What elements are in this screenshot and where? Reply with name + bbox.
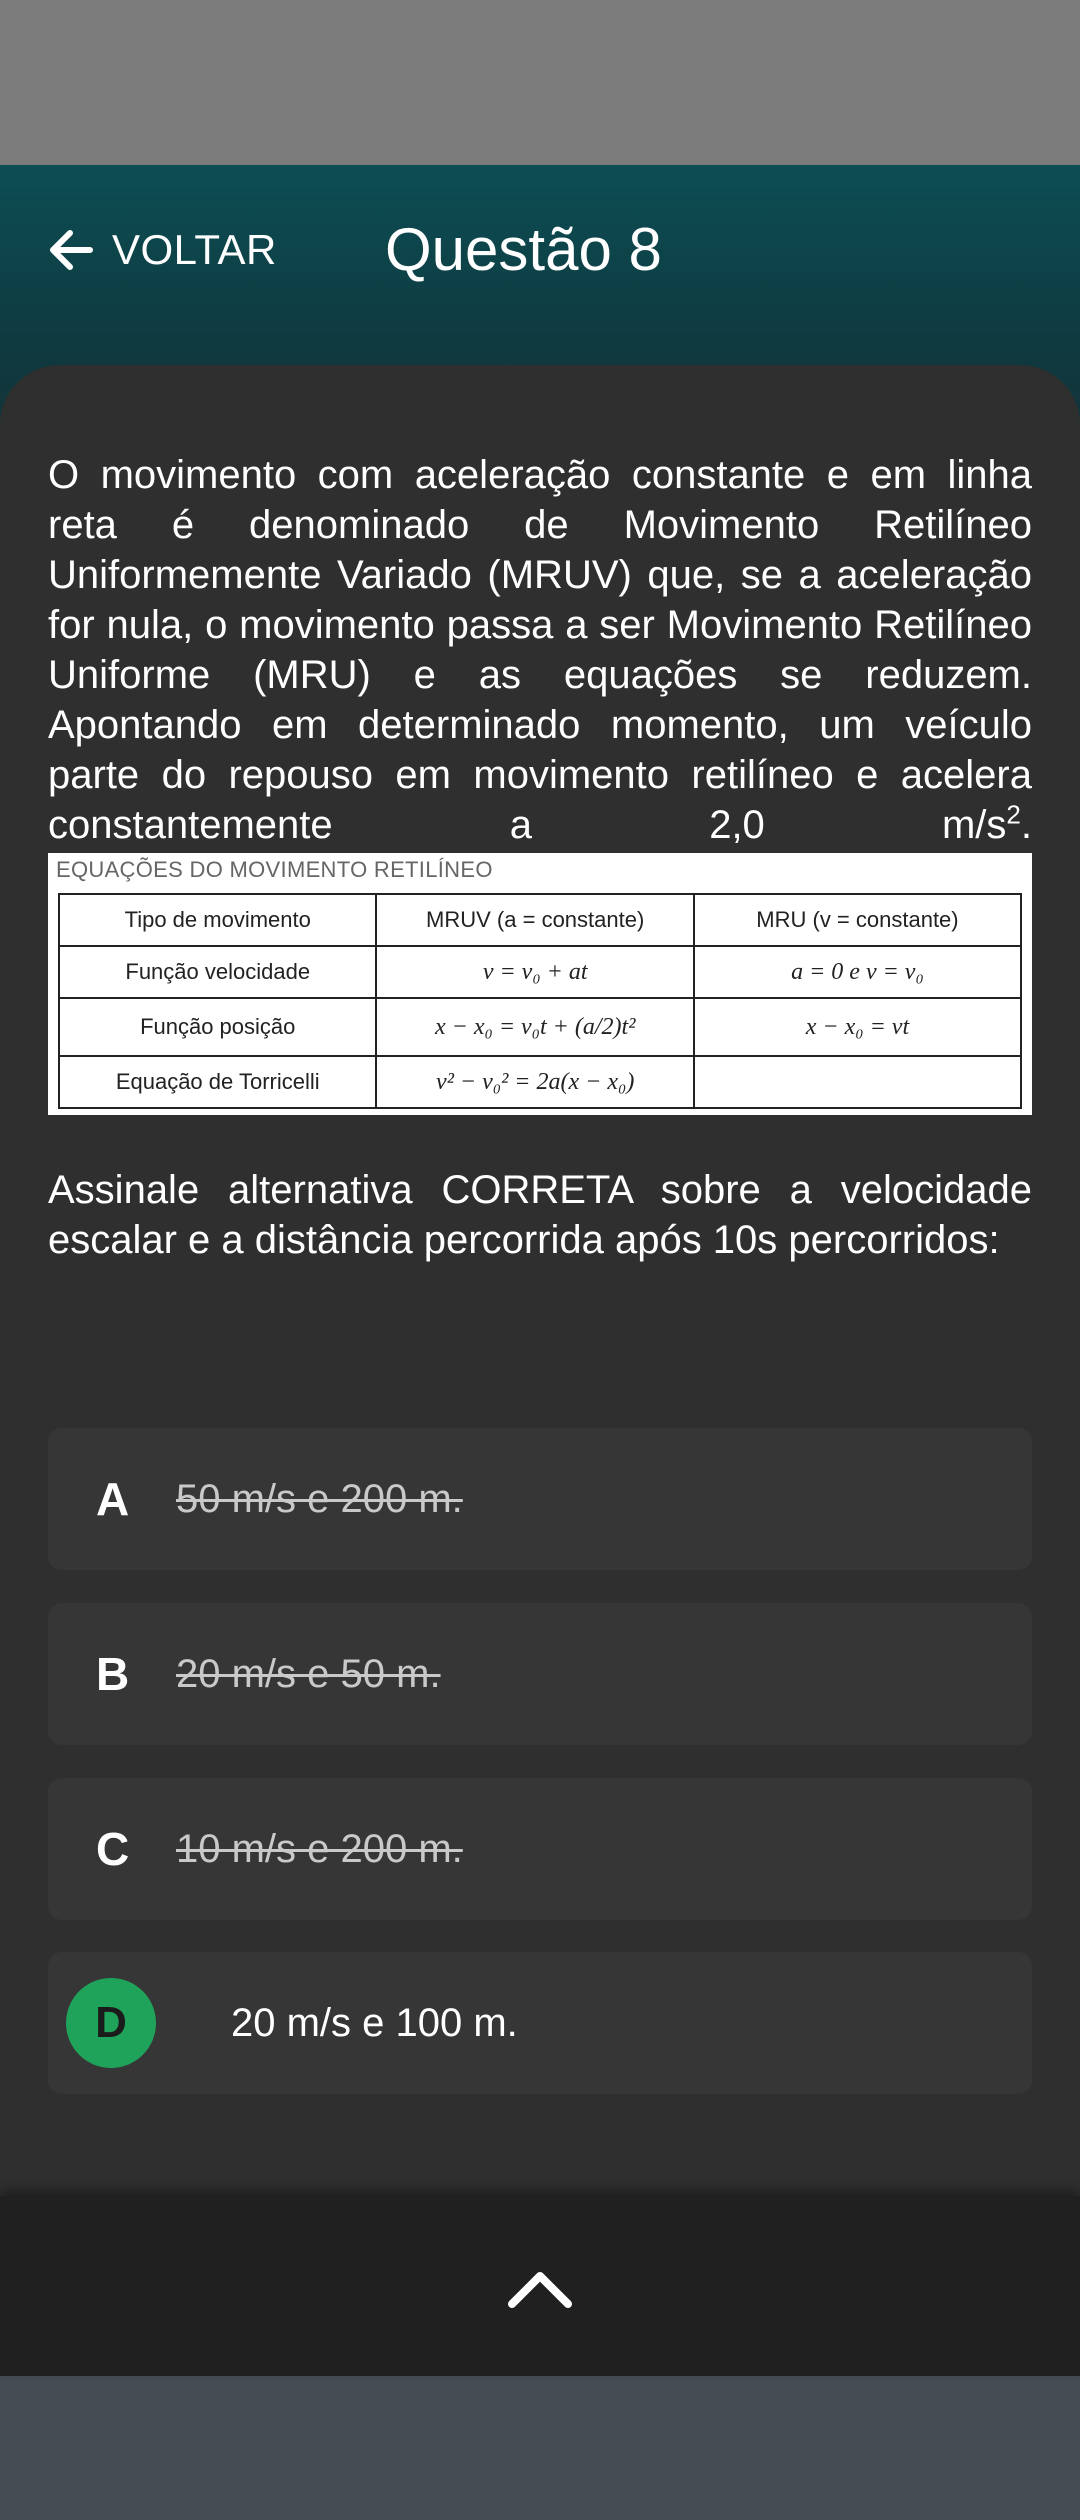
table-cell: a = 0 e v = v₀ <box>694 946 1021 998</box>
option-a[interactable] <box>48 1428 1032 1570</box>
arrow-left-icon <box>44 223 98 277</box>
question-prompt: Assinale alternativa CORRETA sobre a velocidade escalar e a distância percorrida após 10s percorridos: <box>48 1168 1032 1262</box>
question-end-punct: . <box>1020 803 1032 847</box>
table-cell: v = v₀ + at <box>376 946 693 998</box>
option-text: 20 m/s e 100 m. <box>231 2001 518 2045</box>
table-header-row <box>59 894 1021 946</box>
table-row <box>59 946 1021 998</box>
table-row <box>59 1056 1021 1108</box>
chevron-up-icon <box>500 2260 580 2316</box>
table-cell: v² − v₀² = 2a(x − x₀) <box>376 1056 693 1108</box>
table-row <box>59 998 1021 1056</box>
table-cell: Função posição <box>59 998 376 1056</box>
equations-figure <box>48 853 1032 1115</box>
equations-table <box>58 893 1022 1109</box>
option-text: 20 m/s e 50 m. <box>176 1652 441 1696</box>
unit-exponent: 2 <box>1006 799 1021 830</box>
table-cell: Função velocidade <box>59 946 376 998</box>
table-header-cell: Tipo de movimento <box>59 894 376 946</box>
table-cell: x − x₀ = vt <box>694 998 1021 1056</box>
option-letter: B <box>96 1648 130 1700</box>
figure-caption: EQUAÇÕES DO MOVIMENTO RETILÍNEO <box>56 857 493 882</box>
table-header-cell: MRUV (a = constante) <box>376 894 693 946</box>
table-header-cell: MRU (v = constante) <box>694 894 1021 946</box>
question-body: O movimento com aceleração constante e em linha reta é denominado de Movimento Retilíneo Uniformemente Variado (MRUV) que, se a aceleração for nula, o movimento passa a ser Movimento Retilíneo Uniforme (MRU) e as equações se reduzem. Apontando em determinado momento, um veículo parte do repouso em movimento retilíneo e acelera constantemente a 2,0 m/s <box>48 453 1032 847</box>
expand-button[interactable] <box>500 2260 580 2316</box>
option-letter: C <box>96 1823 130 1875</box>
option-text: 10 m/s e 200 m. <box>176 1827 463 1871</box>
question-text <box>48 450 1032 850</box>
table-cell: Equação de Torricelli <box>59 1056 376 1108</box>
back-label: VOLTAR <box>112 226 277 273</box>
option-d[interactable] <box>48 1952 1032 2094</box>
table-cell <box>694 1056 1021 1108</box>
option-letter-selected: D <box>66 1978 156 2068</box>
option-b[interactable] <box>48 1603 1032 1745</box>
option-text: 50 m/s e 200 m. <box>176 1477 463 1521</box>
back-button[interactable] <box>44 218 277 282</box>
option-letter: A <box>96 1473 130 1525</box>
page-title: Questão 8 <box>385 216 662 283</box>
table-cell: x − x₀ = v₀t + (a/2)t² <box>376 998 693 1056</box>
status-bar-area <box>0 0 1080 165</box>
option-c[interactable] <box>48 1778 1032 1920</box>
